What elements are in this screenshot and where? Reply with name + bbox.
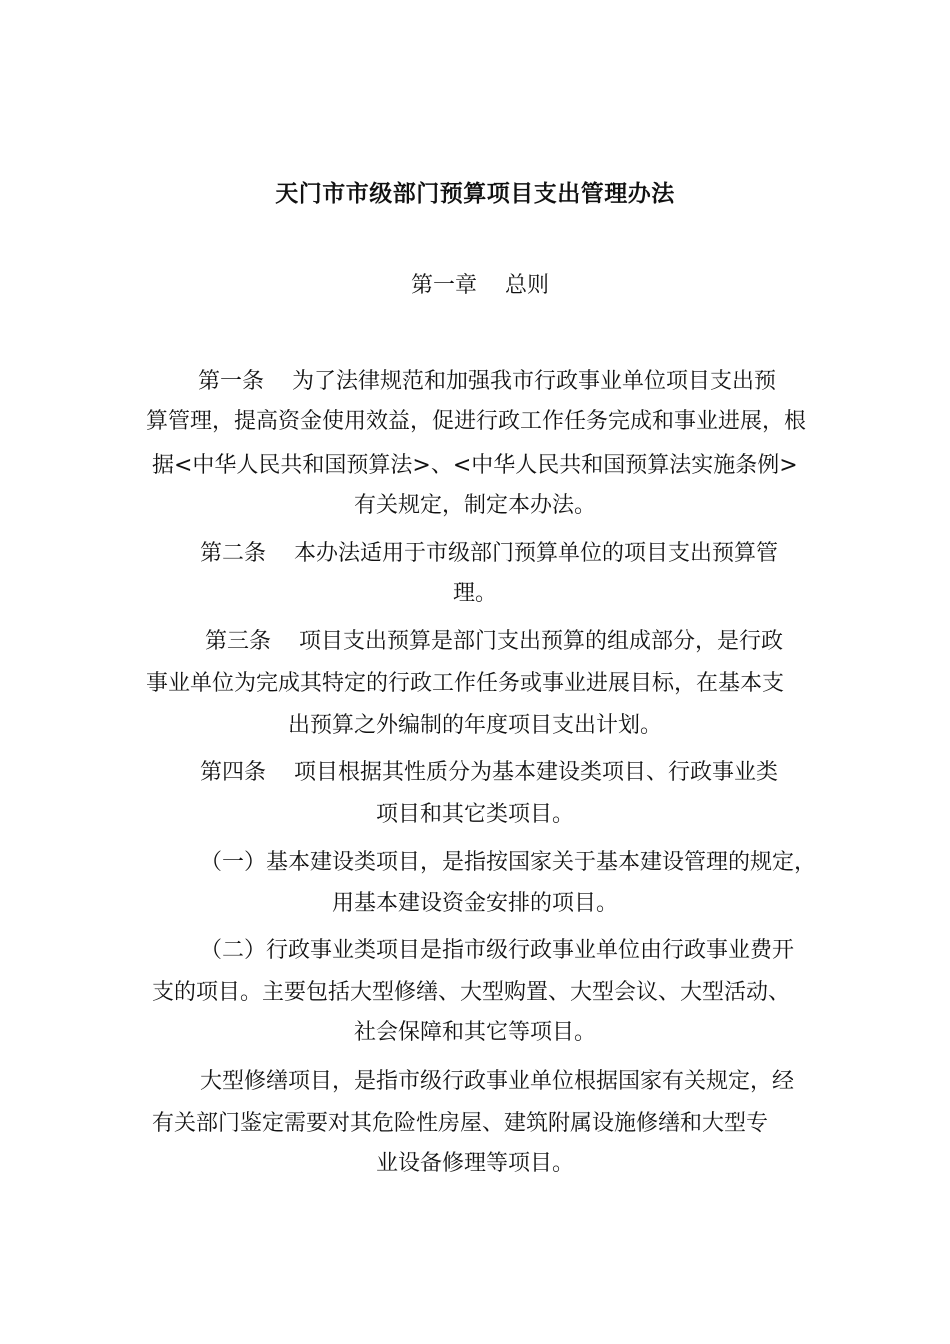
text-line: 第一条 为了法律规范和加强我市行政事业单位项目支出预: [198, 369, 776, 394]
text-line: 理。: [452, 581, 497, 606]
text-line: 业设备修理等项目。: [375, 1151, 574, 1176]
text-line: 算管理，提高资金使用效益，促进行政工作任务完成和事业进展，根: [146, 409, 807, 434]
text-line: 出预算之外编制的年度项目支出计划。: [287, 713, 662, 738]
text-line: 有关部门鉴定需要对其危险性房屋、建筑附属设施修缮和大型专: [152, 1111, 769, 1136]
text-line: （二）行政事业类项目是指市级行政事业单位由行政事业费开: [200, 938, 795, 963]
text-line: 据<中华人民共和国预算法>、<中华人民共和国预算法实施条例>: [152, 453, 798, 478]
text-line: 有关规定，制定本办法。: [353, 493, 596, 518]
text-line: 第二条 本办法适用于市级部门预算单位的项目支出预算管: [200, 541, 778, 566]
text-line: 用基本建设资金安排的项目。: [331, 891, 618, 916]
text-line: 第三条 项目支出预算是部门支出预算的组成部分，是行政: [205, 629, 783, 654]
text-line: 支的项目。主要包括大型修缮、大型购置、大型会议、大型活动、: [152, 980, 791, 1005]
document-title: 天门市市级部门预算项目支出管理办法: [275, 181, 675, 207]
text-line: 第四条 项目根据其性质分为基本建设类项目、行政事业类: [200, 760, 778, 785]
text-line: 社会保障和其它等项目。: [353, 1020, 596, 1045]
text-line: 大型修缮项目，是指市级行政事业单位根据国家有关规定，经: [200, 1069, 795, 1094]
chapter-heading: 第一章 总则: [411, 273, 549, 298]
text-line: 事业单位为完成其特定的行政工作任务或事业进展目标，在基本支: [146, 671, 785, 696]
text-line: （一）基本建设类项目，是指按国家关于基本建设管理的规定，: [200, 850, 817, 875]
text-line: 项目和其它类项目。: [375, 802, 574, 827]
